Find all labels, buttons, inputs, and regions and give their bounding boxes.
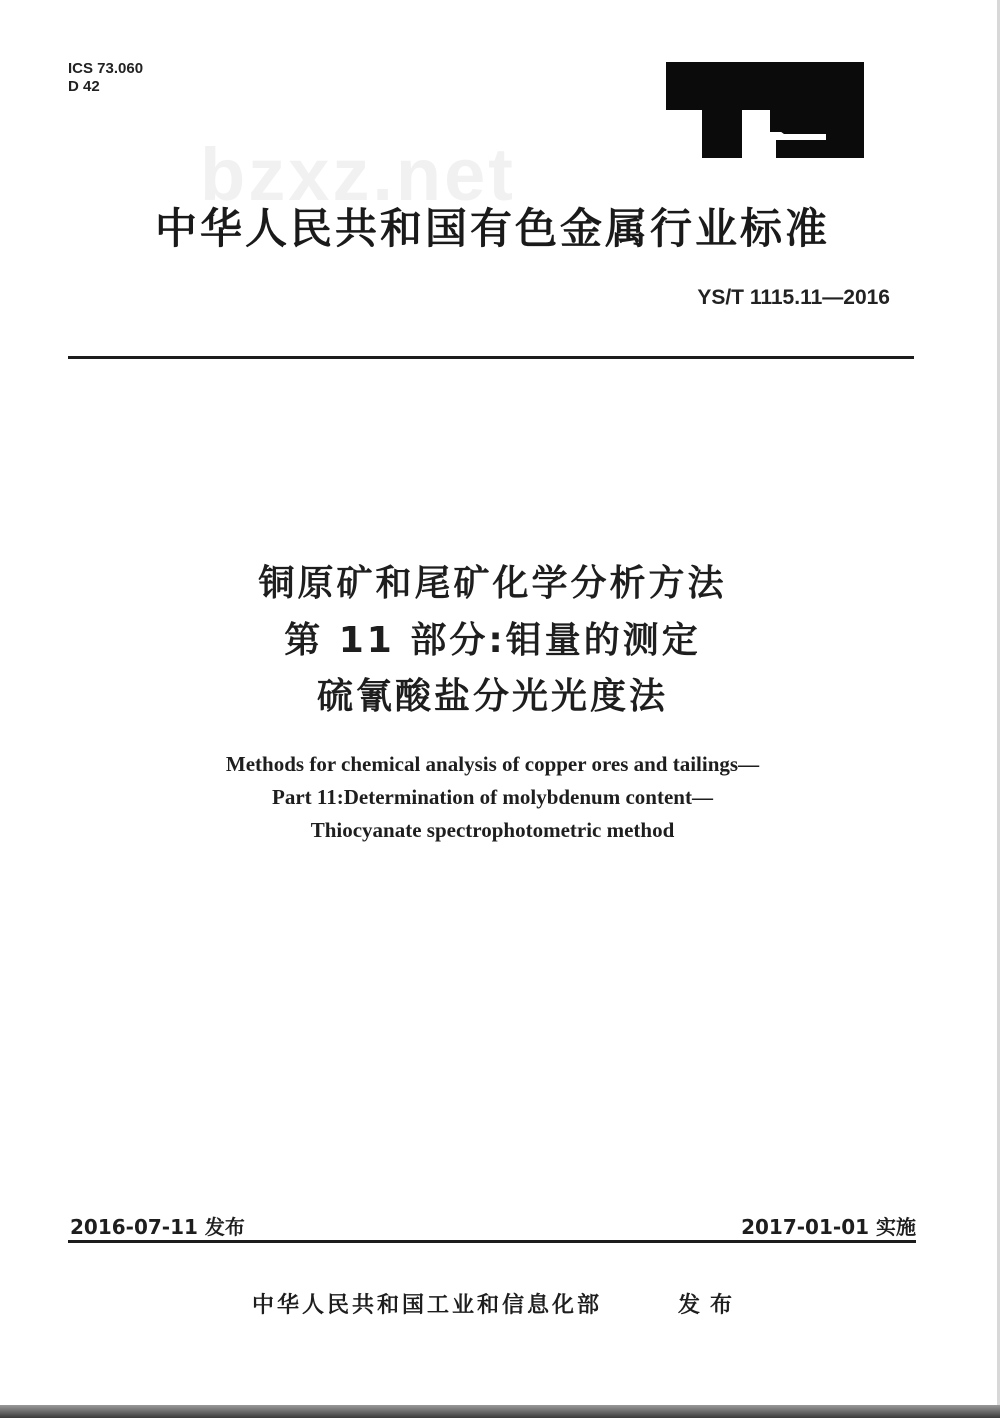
title-en-line3: Thiocyanate spectrophotometric method [310, 818, 675, 842]
title-en-line2: Part 11:Determination of molybdenum content— [272, 785, 713, 809]
ys-logo-glyphs [666, 62, 864, 158]
title-en-line1: Methods for chemical analysis of copper ores and tailings— [225, 752, 760, 776]
top-divider [68, 356, 914, 359]
ics-code: ICS 73.060 [68, 60, 144, 77]
classification-codes [68, 60, 143, 96]
issue-date: 2016-07-11 发布 [70, 1215, 245, 1239]
title-cn-line3: 硫氰酸盐分光光度法 [316, 676, 668, 717]
title-cn-line1: 铜原矿和尾矿化学分析方法 [258, 563, 727, 604]
ccs-code: D 42 [68, 78, 100, 95]
watermark: bzxz.net [200, 133, 516, 216]
standard-number: YS/T 1115.11—2016 [697, 286, 890, 309]
issuing-action: 发布 [678, 1293, 743, 1318]
issuing-authority: 中华人民共和国工业和信息化部 [252, 1293, 603, 1318]
industry-standard-title: 中华人民共和国有色金属行业标准 [154, 204, 830, 253]
scan-edge-bottom [0, 1405, 1000, 1418]
bottom-divider [68, 1240, 916, 1243]
implementation-date: 2017-01-01 实施 [741, 1215, 916, 1239]
ys-logo [666, 62, 864, 158]
title-cn-line2: 第 11 部分:钼量的测定 [284, 620, 701, 661]
